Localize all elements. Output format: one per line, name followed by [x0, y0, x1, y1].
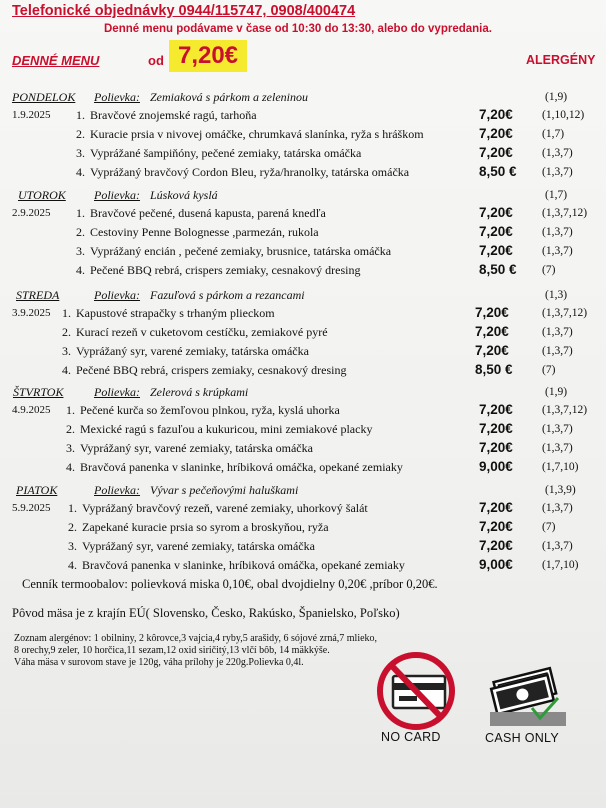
item-price: 7,20€ [479, 243, 513, 258]
item-number: 3. [66, 441, 75, 455]
item-description: Vyprážaný syr, varené zemiaky, tatárska omáčka [76, 344, 309, 358]
item-price: 9,00€ [479, 557, 513, 572]
item-allergens: (1,3,7) [542, 245, 573, 257]
menu-item-row [0, 323, 606, 341]
item-allergens: (1,3,7) [542, 147, 573, 159]
item-number: 4. [76, 263, 85, 277]
item-allergens: (1,3,7) [542, 226, 573, 238]
menu-item-row [0, 106, 606, 124]
item-description: Pečené kurča so žemľovou plnkou, ryža, kyslá uhorka [80, 403, 340, 417]
day-header-row [0, 481, 606, 499]
item-description: Vyprážaný syr, varené zemiaky, tatárska omáčka [80, 441, 313, 455]
item-price: 9,00€ [479, 459, 513, 474]
item-price: 7,20€ [479, 421, 513, 436]
item-description: Kurací rezeň v cuketovom cestíčku, zemiakové pyré [76, 325, 328, 339]
item-number: 1. [76, 206, 85, 220]
no-card-label: NO CARD [381, 730, 441, 744]
soup-name: Lúsková kyslá [150, 188, 218, 202]
menu-item-row [0, 499, 606, 517]
no-card-icon [361, 652, 471, 730]
soup-allergens: (1,7) [545, 189, 568, 201]
item-price: 7,20€ [479, 126, 513, 141]
day-header-row [0, 286, 606, 304]
item-number: 4. [62, 363, 71, 377]
item-number: 3. [76, 244, 85, 258]
item-number: 4. [66, 460, 75, 474]
day-header-row [0, 383, 606, 401]
item-price: 7,20€ [479, 205, 513, 220]
item-price: 7,20€ [479, 402, 513, 417]
item-price: 7,20€ [479, 519, 513, 534]
soup-label: Polievka: [94, 90, 140, 104]
menu-item-row [0, 342, 606, 360]
allergen-line-3: Váha mäsa v surovom stave je 120g, váha prílohy je 220g.Polievka 0,4l. [14, 657, 304, 668]
soup-allergens: (1,9) [545, 91, 568, 103]
price-from-label: od [148, 53, 164, 68]
menu-price-badge: 7,20€ [169, 40, 247, 72]
item-description: Vyprážaný encián , pečené zemiaky, brusnice, tatárska omáčka [90, 244, 392, 258]
item-allergens: (1,3,7) [542, 502, 573, 514]
item-price: 7,20€ [479, 224, 513, 239]
allergens-header: ALERGÉNY [526, 53, 596, 67]
item-number: 1. [76, 108, 85, 122]
menu-item-row [0, 304, 606, 322]
menu-item-row [0, 537, 606, 555]
soup-name: Vývar s pečeňovými haluškami [150, 483, 299, 497]
item-allergens: (1,3,7) [542, 442, 573, 454]
day-name: STREDA [16, 288, 60, 302]
day-date: 2.9.2025 [12, 207, 51, 219]
soup-label: Polievka: [94, 385, 140, 399]
item-description: Bravčová panenka v slaninke, hríbiková omáčka, opekané zemiaky [82, 558, 405, 572]
item-description: Mexické ragú s fazuľou a kukuricou, mini zemiakové placky [80, 422, 373, 436]
item-price: 8,50 € [479, 262, 517, 277]
soup-name: Zelerová s krúpkami [150, 385, 249, 399]
item-description: Kapustové strapačky s trhaným plieckom [76, 306, 275, 320]
day-name: PIATOK [16, 483, 58, 497]
item-description: Bravčové pečené, dusená kapusta, parená knedľa [90, 206, 326, 220]
allergen-line-1: Zoznam alergénov: 1 obilniny, 2 kôrovce,3 vajcia,4 ryby,5 arašidy, 6 sójové zrná,7 mlieko, [14, 633, 378, 644]
item-price: 8,50 € [475, 362, 513, 377]
item-description: Cestoviny Penne Bolognesse ,parmezán, rukola [90, 225, 319, 239]
item-allergens: (1,7) [542, 128, 565, 140]
soup-allergens: (1,3) [545, 289, 568, 301]
day-name: UTOROK [18, 188, 66, 202]
item-allergens: (1,3,7) [542, 540, 573, 552]
menu-item-row [0, 125, 606, 143]
menu-item-row [0, 458, 606, 476]
soup-name: Fazuľová s párkom a rezancami [150, 288, 305, 302]
item-allergens: (1,3,7) [542, 166, 573, 178]
item-price: 7,20€ [479, 107, 513, 122]
day-header-row [0, 186, 606, 204]
menu-item-row [0, 223, 606, 241]
item-allergens: (1,10,12) [542, 109, 585, 121]
item-allergens: (7) [542, 521, 556, 533]
item-description: Bravčové znojemské ragú, tarhoňa [90, 108, 257, 122]
menu-item-row [0, 242, 606, 260]
serving-time: Denné menu podávame v čase od 10:30 do 13:30, alebo do vypredania. [104, 23, 492, 35]
item-number: 2. [76, 127, 85, 141]
item-description: Vyprážaný syr, varené zemiaky, tatárska omáčka [82, 539, 315, 553]
allergen-line-2: 8 orechy,9 zeler, 10 horčica,11 sezam,12 oxid siričitý,13 vlčí bôb, 14 mäkkýše. [14, 645, 330, 656]
day-date: 4.9.2025 [12, 404, 51, 416]
day-date: 3.9.2025 [12, 307, 51, 319]
menu-item-row [0, 420, 606, 438]
item-price: 7,20€ [475, 343, 509, 358]
soup-label: Polievka: [94, 288, 140, 302]
cash-only-label: CASH ONLY [485, 731, 560, 745]
item-number: 3. [76, 146, 85, 160]
item-description: Vyprážaný bravčový rezeň, varené zemiaky, uhorkový šalát [82, 501, 368, 515]
soup-name: Zemiaková s párkom a zeleninou [150, 90, 308, 104]
item-number: 2. [68, 520, 77, 534]
item-price: 7,20€ [479, 145, 513, 160]
soup-label: Polievka: [94, 188, 140, 202]
menu-item-row [0, 261, 606, 279]
menu-item-row [0, 144, 606, 162]
soup-allergens: (1,9) [545, 386, 568, 398]
item-number: 2. [66, 422, 75, 436]
soup-label: Polievka: [94, 483, 140, 497]
menu-item-row [0, 204, 606, 222]
menu-item-row [0, 163, 606, 181]
soup-allergens: (1,3,9) [545, 484, 576, 496]
day-header-row [0, 88, 606, 106]
item-price: 7,20€ [479, 500, 513, 515]
phone-line: Telefonické objednávky 0944/115747, 0908/400474 [12, 3, 356, 19]
item-allergens: (1,3,7) [542, 326, 573, 338]
item-allergens: (1,3,7,12) [542, 404, 588, 416]
menu-title: DENNÉ MENU [12, 53, 100, 68]
item-number: 4. [68, 558, 77, 572]
item-description: Zapekané kuracie prsia so syrom a broskyňou, ryža [82, 520, 329, 534]
item-price: 7,20€ [475, 305, 509, 320]
item-price: 7,20€ [479, 440, 513, 455]
item-number: 2. [62, 325, 71, 339]
meat-origin: Pôvod mäsa je z krajín EÚ( Slovensko, Česko, Rakúsko, Španielsko, Poľsko) [12, 606, 400, 620]
day-date: 5.9.2025 [12, 502, 51, 514]
menu-item-row [0, 518, 606, 536]
item-allergens: (1,7,10) [542, 461, 579, 473]
item-price: 7,20€ [475, 324, 509, 339]
item-description: Pečené BBQ rebrá, crispers zemiaky, cesnakový dresing [90, 263, 361, 277]
item-number: 1. [68, 501, 77, 515]
item-number: 4. [76, 165, 85, 179]
item-description: Pečené BBQ rebrá, crispers zemiaky, cesnakový dresing [76, 363, 347, 377]
item-number: 2. [76, 225, 85, 239]
item-allergens: (1,3,7) [542, 345, 573, 357]
item-number: 1. [66, 403, 75, 417]
packaging-prices: Cenník termoobalov: polievková miska 0,10€, obal dvojdielny 0,20€ ,príbor 0,20€. [22, 577, 438, 591]
item-allergens: (1,3,7,12) [542, 307, 588, 319]
menu-item-row [0, 361, 606, 379]
item-allergens: (1,3,7) [542, 423, 573, 435]
item-allergens: (1,7,10) [542, 559, 579, 571]
item-allergens: (1,3,7,12) [542, 207, 588, 219]
item-price: 7,20€ [479, 538, 513, 553]
item-description: Bravčová panenka v slaninke, hríbiková omáčka, opekané zemiaky [80, 460, 403, 474]
item-number: 3. [62, 344, 71, 358]
item-description: Vyprážaný bravčový Cordon Bleu, ryža/hranolky, tatárska omáčka [90, 165, 410, 179]
item-description: Vyprážané šampiňóny, pečené zemiaky, tatárska omáčka [90, 146, 362, 160]
day-name: PONDELOK [12, 90, 76, 104]
item-allergens: (7) [542, 364, 556, 376]
menu-item-row [0, 556, 606, 574]
item-number: 3. [68, 539, 77, 553]
item-price: 8,50 € [479, 164, 517, 179]
cash-icon [488, 662, 568, 728]
menu-item-row [0, 401, 606, 419]
menu-item-row [0, 439, 606, 457]
item-allergens: (7) [542, 264, 556, 276]
item-number: 1. [62, 306, 71, 320]
day-date: 1.9.2025 [12, 109, 51, 121]
day-name: ŠTVRTOK [13, 385, 64, 399]
item-description: Kuracie prsia v nivovej omáčke, chrumkavá slanínka, ryža s hráškom [90, 127, 424, 141]
